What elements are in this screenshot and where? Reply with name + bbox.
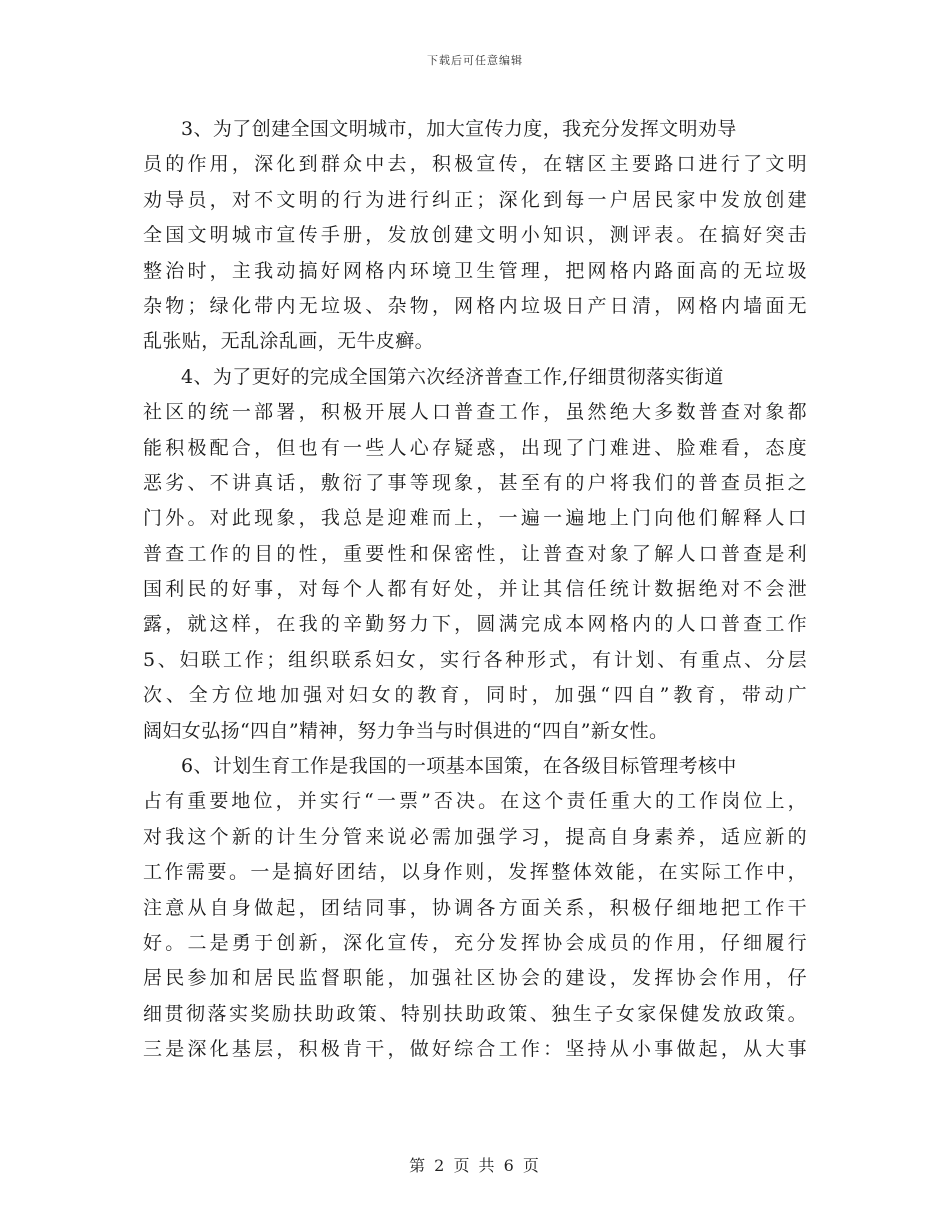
text-line: 恶劣、不讲真话，敷衍了事等现象，甚至有的户将我们的普查员拒之 (143, 471, 807, 494)
text-line: 杂物；绿化带内无垃圾、杂物，网格内垃圾日产日清，网格内墙面无 (143, 294, 807, 317)
text-line: 注意从自身做起，团结同事，协调各方面关系，积极仔细地把工作干 (143, 896, 807, 919)
text-line: 细贯彻落实奖励扶助政策、特别扶助政策、独生子女家保健发放政策。 (143, 1002, 807, 1025)
text-line: 社区的统一部署，积极开展人口普查工作，虽然绝大多数普查对象都 (143, 401, 807, 424)
text-line: 能积极配合，但也有一些人心存疑惑，出现了门难进、脸难看，态度 (143, 436, 807, 459)
text-line: 乱张贴，无乱涂乱画，无牛皮癣。 (143, 330, 435, 353)
text-line: 三是深化基层，积极肯干，做好综合工作：坚持从小事做起，从大事 (143, 1038, 807, 1061)
text-line: 劝导员，对不文明的行为进行纠正；深化到每一户居民家中发放创建 (143, 188, 807, 211)
text-line: 3、为了创建全国文明城市，加大宣传力度，我充分发挥文明劝导 (181, 118, 737, 140)
page-header: 下载后可任意编辑 (427, 54, 523, 67)
text-line: 次、全方位地加强对妇女的教育，同时，加强“四自”教育，带动广 (143, 684, 807, 707)
text-line: 6、计划生育工作是我国的一项基本国策，在各级目标管理考核中 (181, 755, 737, 778)
text-line: 好。二是勇于创新，深化宣传，充分发挥协会成员的作用，仔细履行 (143, 931, 807, 954)
text-line: 整治时，主我动搞好网格内环境卫生管理，把网格内路面高的无垃圾 (143, 259, 807, 282)
text-line: 露，就这样，在我的辛勤努力下，圆满完成本网格内的人口普查工作 (143, 613, 807, 636)
document-body (143, 112, 807, 1068)
text-line: 国利民的好事，对每个人都有好处，并让其信任统计数据绝对不会泄 (143, 578, 807, 601)
text-line: 全国文明城市宣传手册，发放创建文明小知识，测评表。在搞好突击 (143, 224, 807, 247)
text-line: 工作需要。一是搞好团结，以身作则，发挥整体效能，在实际工作中， (143, 861, 807, 884)
text-line: 门外。对此现象，我总是迎难而上，一遍一遍地上门向他们解释人口 (143, 507, 807, 530)
text-line: 居民参加和居民监督职能，加强社区协会的建设，发挥协会作用，仔 (143, 967, 807, 990)
text-line: 4、为了更好的完成全国第六次经济普查工作,仔细贯彻落实街道 (181, 365, 724, 388)
page-number-footer: 第 2 页 共 6 页 (409, 1156, 541, 1175)
text-line: 员的作用，深化到群众中去，积极宣传，在辖区主要路口进行了文明 (143, 153, 807, 176)
text-line: 阔妇女弘扬“四自”精神，努力争当与时俱进的“四自”新女性。 (143, 719, 669, 742)
text-line: 对我这个新的计生分管来说必需加强学习，提高自身素养，适应新的 (143, 825, 807, 848)
text-line: 普查工作的目的性，重要性和保密性，让普查对象了解人口普查是利 (143, 542, 807, 565)
text-line: 占有重要地位，并实行“一票”否决。在这个责任重大的工作岗位上， (143, 790, 807, 813)
text-line: 5、妇联工作；组织联系妇女，实行各种形式，有计划、有重点、分层 (143, 648, 807, 671)
